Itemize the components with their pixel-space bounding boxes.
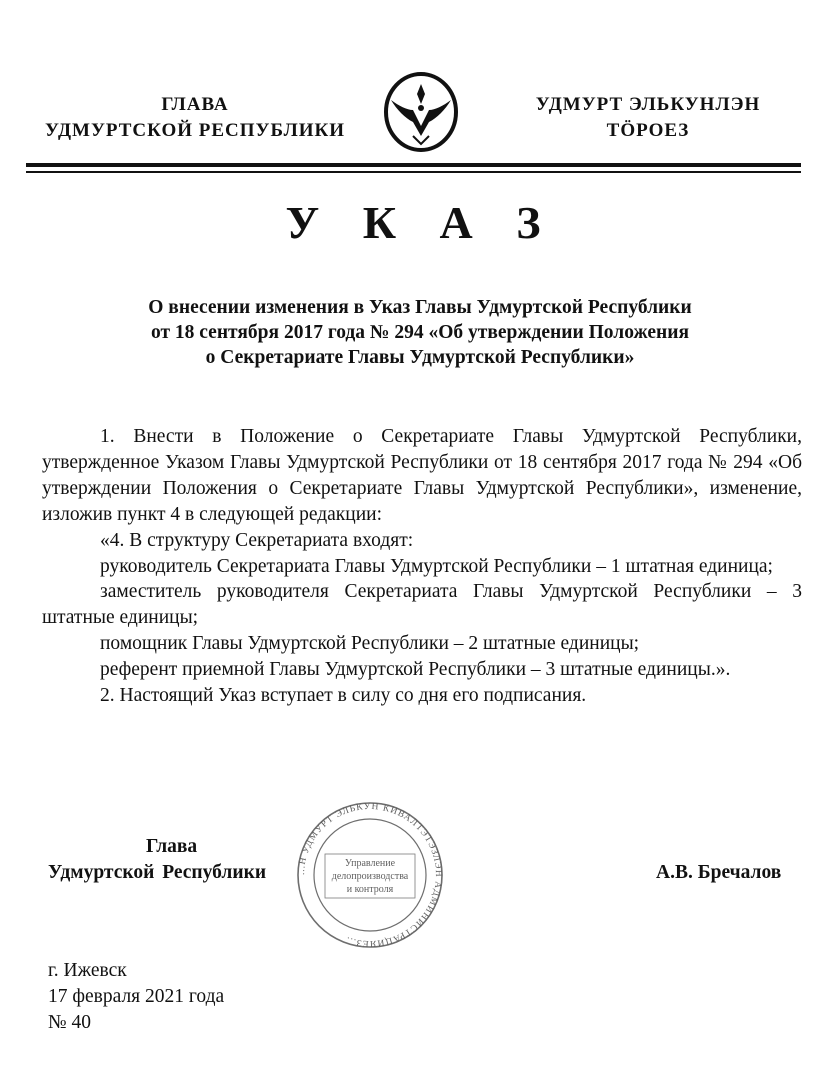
paragraph-4: заместитель руководителя Секретариата Главы Удмуртской Республики – 3 штатные единицы; [42, 581, 802, 629]
paragraph-7: 2. Настоящий Указ вступает в силу со дня его подписания. [100, 685, 587, 707]
header-right-line2: ТӦРОЕЗ [606, 120, 690, 141]
header-divider-thick [26, 163, 801, 167]
header-divider-thin [26, 171, 801, 173]
issue-date: 17 февраля 2021 года [48, 986, 225, 1007]
document-subject [40, 295, 800, 370]
paragraph-2: «4. В структуру Секретариата входят: [100, 529, 414, 551]
header-right-line1: УДМУРТ ЭЛЬКУНЛЭН [535, 94, 761, 115]
header-left-line2: УДМУРТСКОЙ РЕСПУБЛИКИ [44, 120, 346, 141]
paragraph-1: 1. Внести в Положение о Секретариате Главы Удмуртской Республики, утвержденное Указом Главы Удмуртской Республики от 18 сентября 2017 года № 294 «Об утверждении Положения о Секретариате Главы Удмуртской Республики», изменение, изложив пункт 4 в следующей редакции: [42, 426, 802, 525]
header-left [30, 92, 360, 144]
header-right [498, 92, 798, 144]
stamp-center-line3: и контроля [346, 884, 394, 895]
subject-line-3: о Секретариате Главы Удмуртской Республики» [205, 347, 635, 368]
udmurt-coat-of-arms-icon [383, 70, 459, 152]
paragraph-6: референт приемной Главы Удмуртской Республики – 3 штатные единицы.». [100, 659, 731, 681]
signatory-position-line2: Удмуртской Республики [48, 862, 267, 883]
stamp-center-line2: делопроизводства [331, 871, 409, 882]
paragraph-5: помощник Главы Удмуртской Республики – 2 штатные единицы; [100, 633, 640, 655]
subject-line-1: О внесении изменения в Указ Главы Удмуртской Республики [148, 297, 692, 318]
signatory-position-line1: Глава [146, 836, 198, 857]
paragraph-3: руководитель Секретариата Главы Удмуртской Республики – 1 штатная единица; [100, 555, 773, 577]
signatory-name: А.В. Бречалов [656, 862, 782, 883]
document-body [42, 424, 802, 709]
decree-number: № 40 [48, 1012, 91, 1033]
stamp-center-line1: Управление [344, 858, 396, 869]
stamp-ring-text: ...Н УДМУРТ ЭЛЬКУН КИВАЛТЭТЭЗЛЭН АДМИНИСТРАЦИЯЕЗ... [296, 801, 444, 949]
document-title: У К А З [285, 197, 557, 248]
issue-place: г. Ижевск [48, 960, 127, 981]
subject-line-2: от 18 сентября 2017 года № 294 «Об утверждении Положения [150, 322, 690, 343]
header-left-line1: ГЛАВА [161, 94, 229, 115]
office-stamp [285, 800, 455, 950]
